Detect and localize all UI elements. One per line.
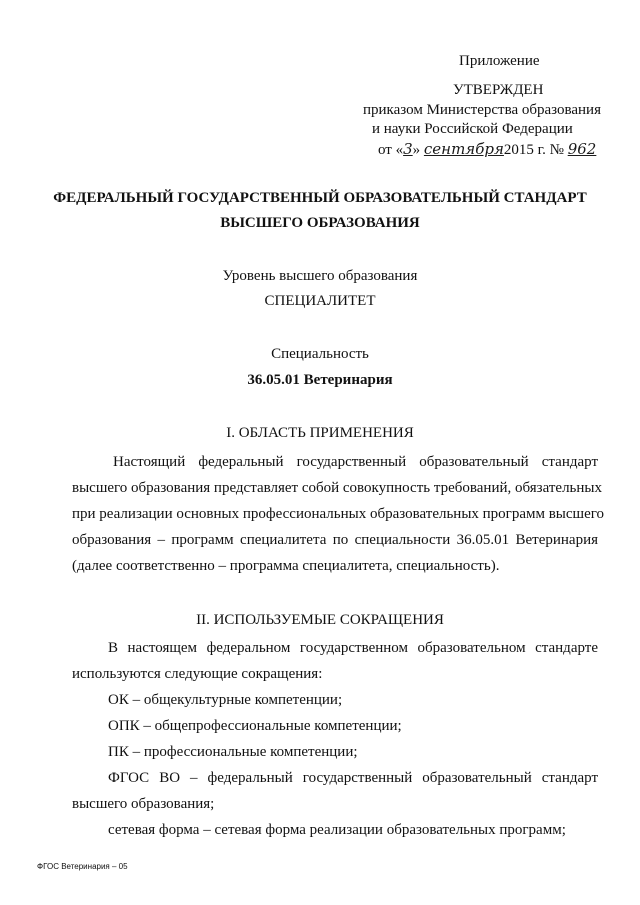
order-line-2: и науки Российской Федерации [372,121,573,137]
abbreviation-pk: ПК – профессиональные компетенции; [108,744,358,760]
section-2-intro-line-2: используются следующие сокращения: [72,666,323,682]
abbreviation-fgos-line-2: высшего образования; [72,796,215,812]
specialty-value: 36.05.01 Ветеринария [247,372,393,388]
date-day: 3 [403,140,413,158]
education-level-value: СПЕЦИАЛИТЕТ [264,293,376,309]
date-year: 2015 г. № [503,142,564,158]
document-title-line-1: ФЕДЕРАЛЬНЫЙ ГОСУДАРСТВЕННЫЙ ОБРАЗОВАТЕЛЬНЫЙ СТАНДАРТ [53,190,587,206]
order-line-1: приказом Министерства образования [363,102,601,118]
section-1-heading: I. ОБЛАСТЬ ПРИМЕНЕНИЯ [226,425,414,441]
abbreviation-opk: ОПК – общепрофессиональные компетенции; [108,718,402,734]
specialty-label: Специальность [271,346,369,362]
abbreviation-ok: ОК – общекультурные компетенции; [108,692,343,708]
section-1-line-5: (далее соответственно – программа специалитета, специальность). [72,558,500,574]
page-footer: ФГОС Ветеринария – 05 [37,862,128,871]
abbreviation-fgos-line-1: ФГОС ВО – федеральный государственный образовательный стандарт [108,770,598,786]
order-date-line [378,140,596,159]
section-1-line-2: высшего образования представляет собой совокупность требований, обязательных [72,480,602,496]
abbreviation-network-form: сетевая форма – сетевая форма реализации образовательных программ; [108,822,566,838]
section-1-line-3: при реализации основных профессиональных образовательных программ высшего [72,506,605,522]
date-prefix: от « [378,142,404,158]
education-level-label: Уровень высшего образования [222,268,418,284]
section-2-heading: II. ИСПОЛЬЗУЕМЫЕ СОКРАЩЕНИЯ [196,612,444,628]
date-mid: » [412,142,421,158]
appendix-label: Приложение [459,53,540,69]
order-number: 962 [567,140,597,158]
section-2-intro-line-1: В настоящем федеральном государственном образовательном стандарте [108,640,598,656]
date-month: сентября [423,140,504,158]
section-1-line-1: Настоящий федеральный государственный образовательный стандарт [113,454,598,470]
approved-label: УТВЕРЖДЕН [453,82,544,98]
section-1-line-4: образования – программ специалитета по специальности 36.05.01 Ветеринария [72,532,598,548]
document-title-line-2: ВЫСШЕГО ОБРАЗОВАНИЯ [220,215,420,231]
